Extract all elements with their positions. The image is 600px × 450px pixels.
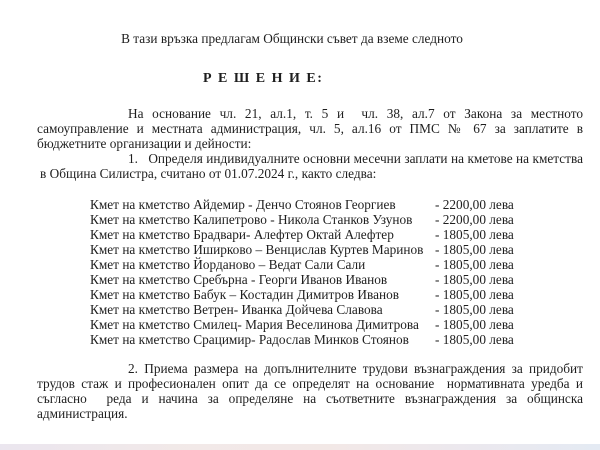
salary-row xyxy=(90,197,520,212)
salary-row xyxy=(90,332,520,347)
salary-row-label: Кмет на кметство Иширково – Венцислав Куртев Маринов xyxy=(90,242,424,257)
salary-row xyxy=(90,212,520,227)
paragraph-point-2: 2. Приема размера на допълнителните трудови възнаграждения за придобит трудов стаж и професионален опит да се определят на основание нормативната уредба и съгласно реда и начина за определяне на съответните възнаграждения за общинска администрация. xyxy=(37,361,583,421)
salary-row xyxy=(90,242,520,257)
decision-heading: Р Е Ш Е Н И Е: xyxy=(203,71,324,86)
salary-list xyxy=(90,197,520,347)
salary-row xyxy=(90,317,520,332)
paragraph-legal-basis: На основание чл. 21, ал.1, т. 5 и чл. 38, ал.7 от Закона за местното самоуправление и местната администрация, чл. 5, ал.16 от ПМС № 67 за заплатите в бюджетните организации и дейности: xyxy=(37,106,583,151)
salary-row xyxy=(90,302,520,317)
salary-row-label: Кмет на кметство Ветрен- Иванка Дойчева Славова xyxy=(90,302,383,317)
salary-row-label: Кмет на кметство Смилец- Мария Веселинова Димитрова xyxy=(90,317,419,332)
salary-row-label: Кмет на кметство Сребърна - Георги Иванов Иванов xyxy=(90,272,388,287)
salary-row-amount: - 1805,00 лева xyxy=(435,302,514,317)
salary-row-amount: - 1805,00 лева xyxy=(435,242,514,257)
paragraph-point-1: 1. Определя индивидуалните основни месечни заплати на кметове на кметства в Община Силистра, считано от 01.07.2024 г., както следва: xyxy=(40,151,583,181)
salary-row-label: Кмет на кметство Брадвари- Алефтер Октай Алефтер xyxy=(90,227,394,242)
salary-row-amount: - 1805,00 лева xyxy=(435,332,514,347)
page-bottom-edge xyxy=(0,444,600,450)
salary-row-label: Кмет на кметство Айдемир - Денчо Стоянов Георгиев xyxy=(90,197,396,212)
salary-row-label: Кмет на кметство Йорданово – Ведат Сали Сали xyxy=(90,257,366,272)
intro-line: В тази връзка предлагам Общински съвет да вземе следното xyxy=(121,31,463,46)
salary-row xyxy=(90,287,520,302)
salary-row-label: Кмет на кметство Калипетрово - Никола Станков Узунов xyxy=(90,212,413,227)
salary-row-amount: - 1805,00 лева xyxy=(435,272,514,287)
salary-row-amount: - 1805,00 лева xyxy=(435,257,514,272)
salary-row-label: Кмет на кметство Бабук – Костадин Димитров Иванов xyxy=(90,287,400,302)
salary-row xyxy=(90,227,520,242)
salary-row-amount: - 2200,00 лева xyxy=(435,197,514,212)
salary-row-amount: - 1805,00 лева xyxy=(435,227,514,242)
salary-row-amount: - 2200,00 лева xyxy=(435,212,514,227)
salary-row-amount: - 1805,00 лева xyxy=(435,317,514,332)
salary-row-amount: - 1805,00 лева xyxy=(435,287,514,302)
salary-row xyxy=(90,272,520,287)
salary-row-label: Кмет на кметство Срацимир- Радослав Минков Стоянов xyxy=(90,332,409,347)
salary-row xyxy=(90,257,520,272)
